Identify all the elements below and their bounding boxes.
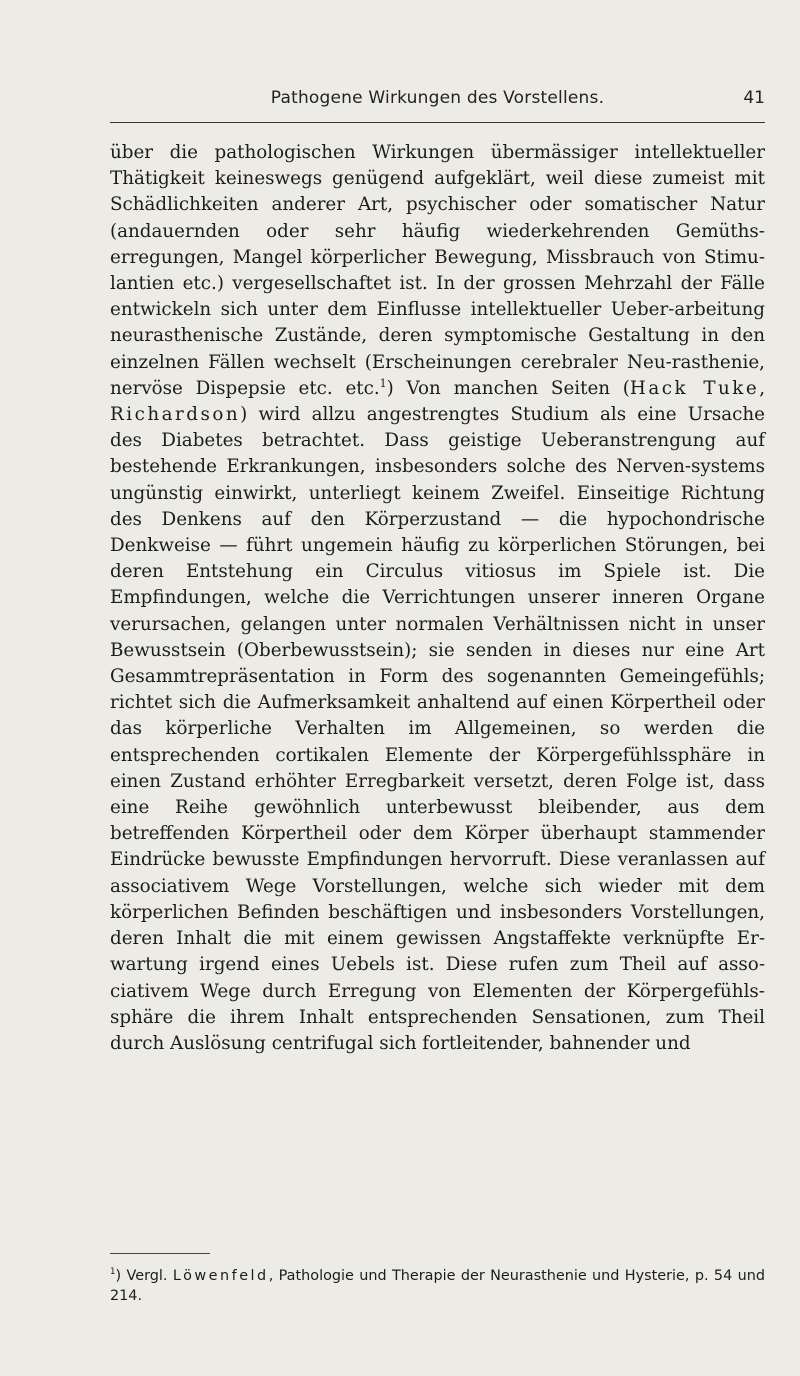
header-rule — [110, 122, 765, 123]
text-segment: über die pathologischen Wirkungen übermässiger intellektueller Thätigkeit keineswegs genügend aufgeklärt, weil diese zumeist mit Schädlichkeiten anderer Art, psychischer oder somatischer Natur (andauernden oder sehr häufig wiederkehrenden Gemüths-erregungen, Mangel körperlicher Bewegung, Missbrauch von Stimu-lantien etc.) vergesellschaftet ist. In der grossen Mehrzahl der Fälle entwickeln sich unter dem Einflusse intellektueller Ueber-arbeitung neurasthenische Zustände, deren symptomische Gestaltung in den einzelnen Fällen wechselt (Erscheinungen cerebraler Neu-rasthenie, nervöse Dispepsie etc. etc. — [110, 142, 765, 399]
footnote-reference: 1 — [379, 376, 387, 390]
running-title: Pathogene Wirkungen des Vorstellens. — [270, 88, 605, 108]
footnote — [110, 1266, 765, 1306]
footnote-marker: 1 — [110, 1267, 116, 1278]
running-head — [110, 86, 765, 112]
footnote-author: Löwenfeld — [172, 1268, 269, 1284]
body-text — [110, 140, 765, 1057]
paragraph — [110, 140, 765, 1057]
footnote-rule — [110, 1253, 210, 1254]
text-segment: , — [759, 377, 765, 399]
footnote-text: ) Vergl. — [115, 1268, 173, 1284]
page-number: 41 — [743, 88, 765, 108]
footnote-text: , Pathologie und Therapie der Neurasthenie und Hysterie, p. 54 und 214. — [110, 1268, 765, 1304]
text-segment: ) Von manchen Seiten ( — [386, 377, 630, 399]
cited-name: Richardson — [110, 404, 241, 426]
cited-name: Hack Tuke — [629, 377, 760, 399]
text-segment: ) wird allzu angestrengtes Studium als eine Ursache des Diabetes betrachtet. Dass geistige Ueberanstrengung auf bestehende Erkrankungen, insbesonders solche des Nerven-systems ungünstig einwirkt, unterliegt keinem Zweifel. Einseitige Richtung des Denkens auf den Körperzustand — die hypochondrische Denkweise — führt ungemein häufig zu körperlichen Störungen, bei deren Entstehung ein Circulus vitiosus im Spiele ist. Die Empfindungen, welche die Verrichtungen unserer inneren Organe verursachen, gelangen unter normalen Verhältnissen nicht in unser Bewusstsein (Oberbewusstsein); sie senden in dieses nur eine Art Gesammtrepräsentation in Form des sogenannten Gemeingefühls; richtet sich die Aufmerksamkeit anhaltend auf einen Körpertheil oder das körperliche Verhalten im Allgemeinen, so werden die entsprechenden cortikalen Elemente der Körpergefühlssphäre in einen Zustand erhöhter Erregbarkeit versetzt, deren Folge ist, dass eine Reihe gewöhnlich unterbewusst bleibender, aus dem betreffenden Körpertheil oder dem Körper überhaupt stammender Eindrücke bewusste Empfindungen hervorruft. Diese veranlassen auf associativem Wege Vorstellungen, welche sich wieder mit dem körperlichen Befinden beschäftigen und insbesonders Vorstellungen, deren Inhalt die mit einem gewissen Angstaffekte verknüpfte Er-wartung irgend eines Uebels ist. Diese rufen zum Theil auf asso-ciativem Wege durch Erregung von Elementen der Körpergefühls-sphäre die ihrem Inhalt entsprechenden Sensationen, zum Theil durch Auslösung centrifugal sich fortleitender, bahnender und — [110, 404, 765, 1054]
